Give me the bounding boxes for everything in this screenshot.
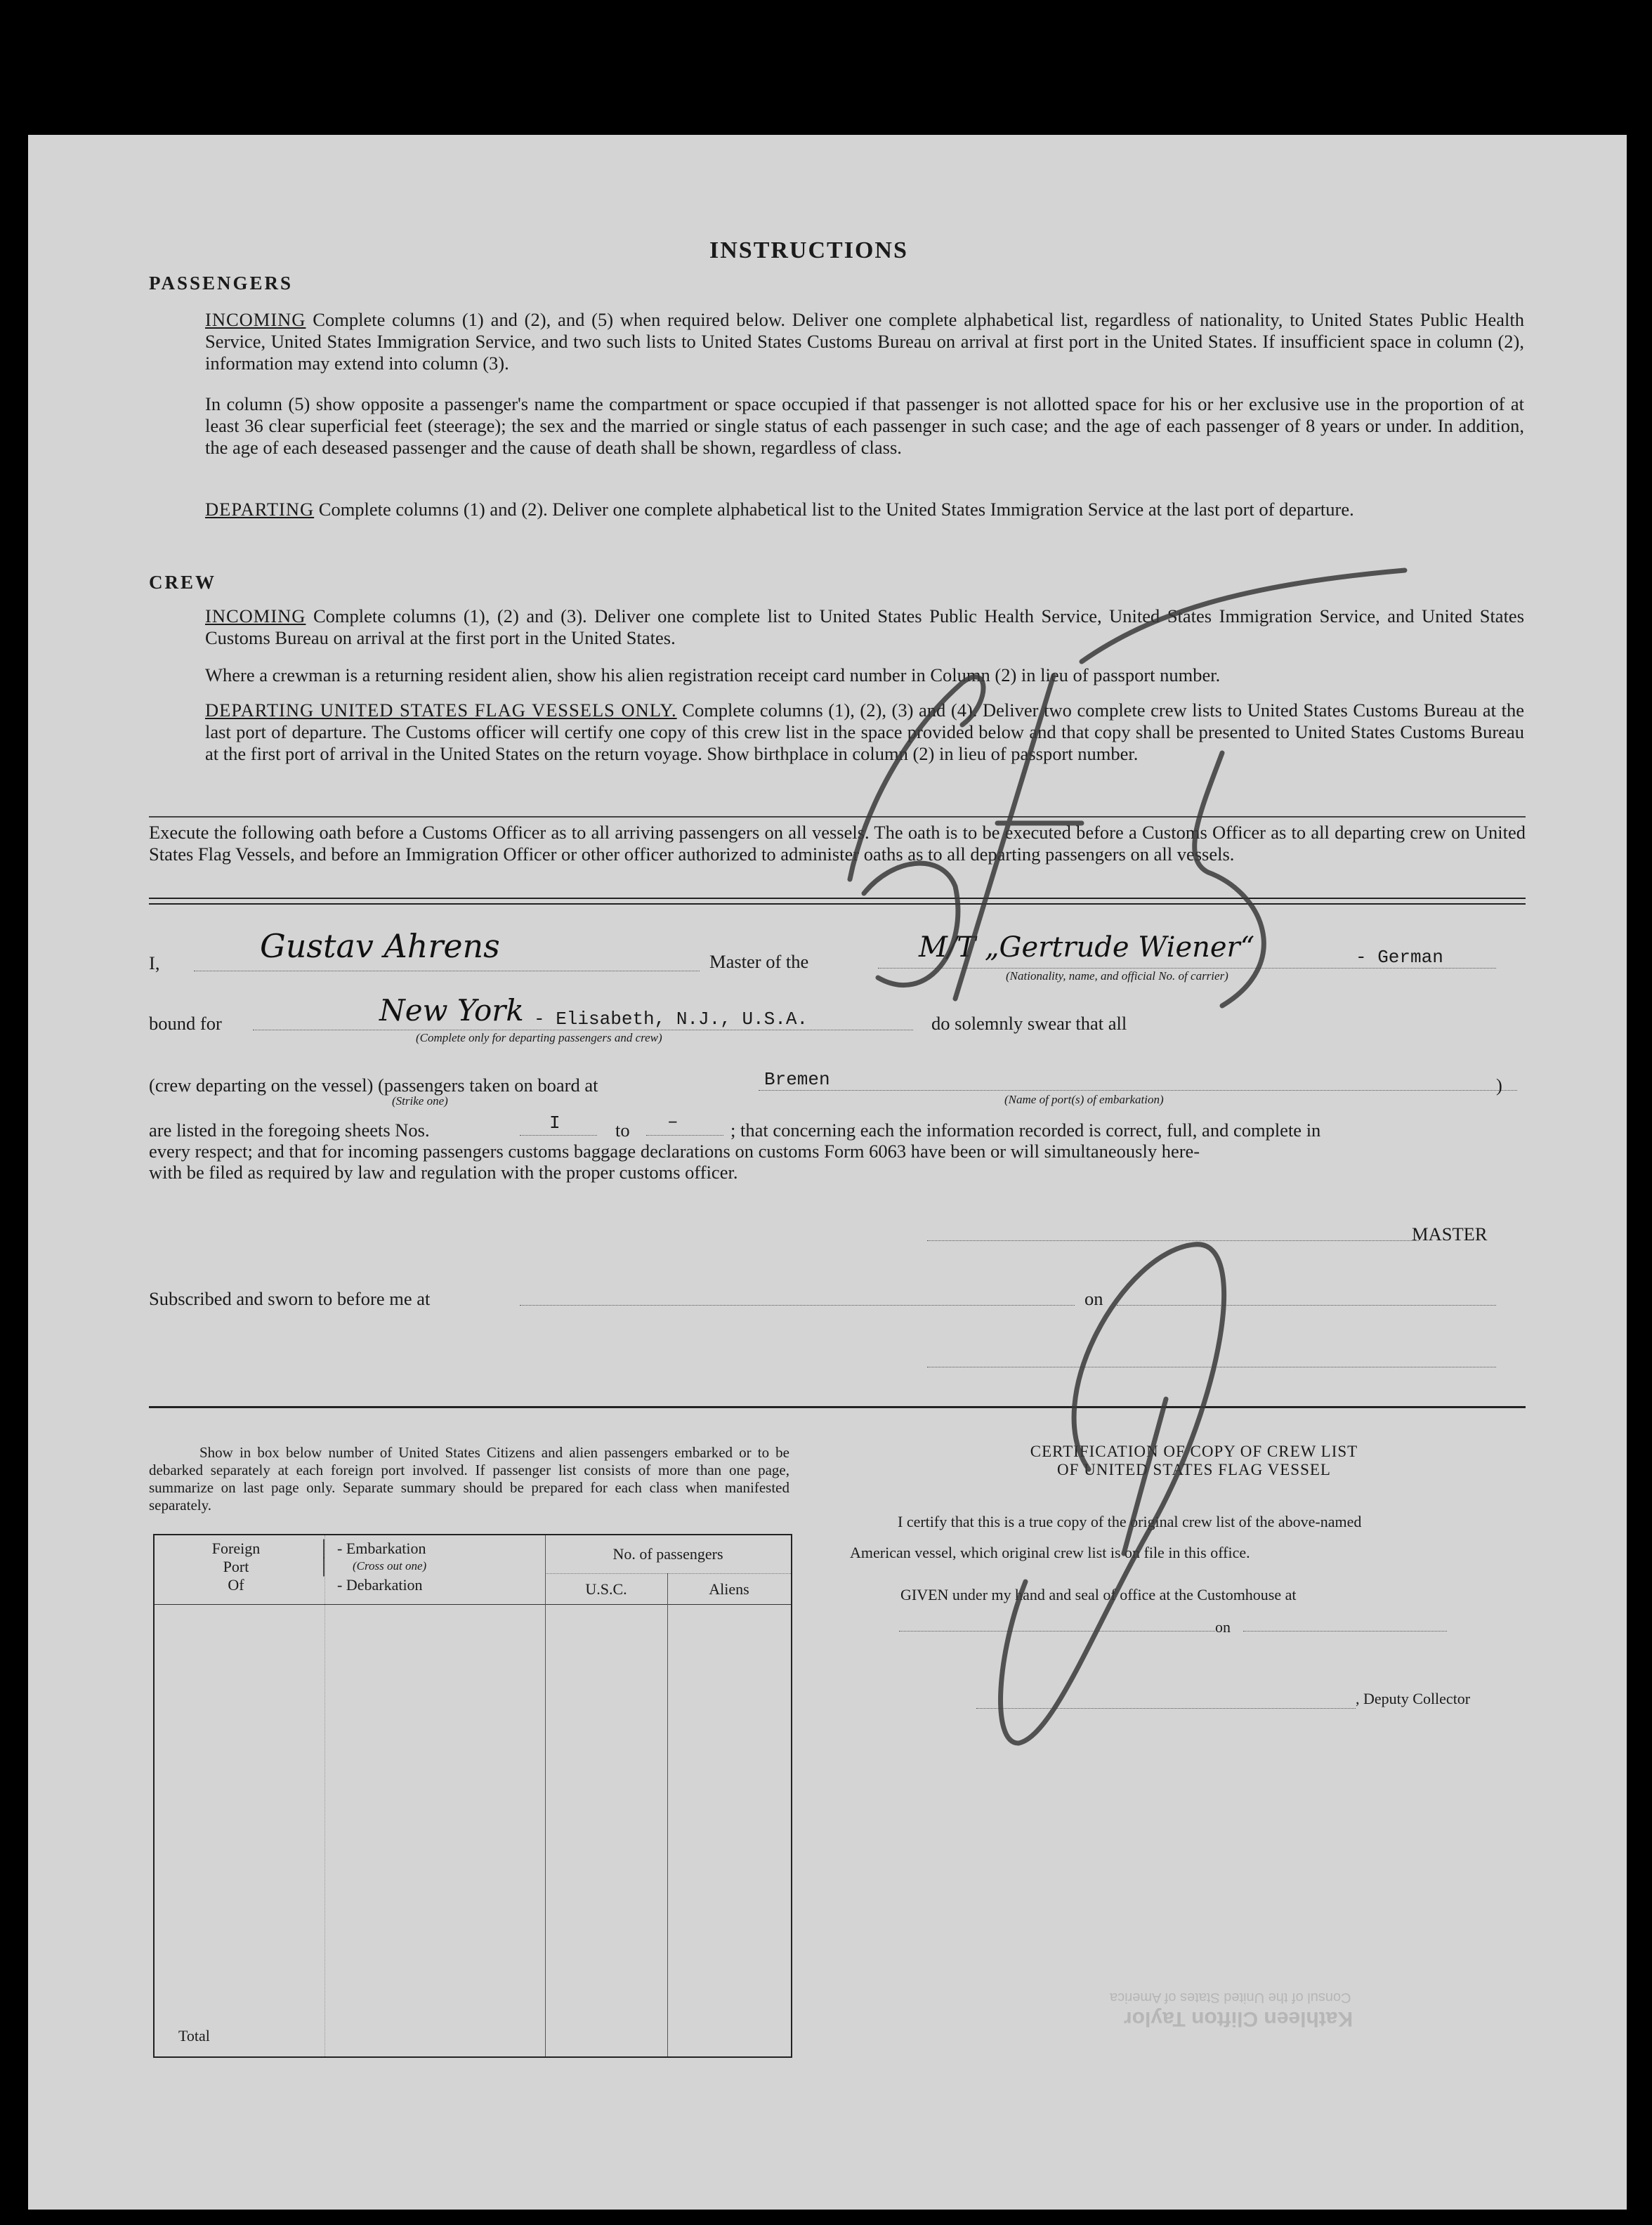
sheet-from: I	[549, 1112, 560, 1134]
summary-header-rule	[155, 1604, 791, 1605]
pencil-stroke-5-bottom	[864, 863, 958, 985]
usc-header: U.S.C.	[585, 1580, 627, 1598]
summary-subheader-rule	[545, 1573, 791, 1574]
pencil-stroke-flourish	[1082, 570, 1405, 662]
summary-intro: Show in box below number of United States Citizens and alien passengers embarked or to be debarked separately at each foreign port involved. If passenger list consists of more than one page, summarize on last page only. Separate summary should be prepared for each class when manifested separately.	[149, 1444, 789, 1514]
crew-departing-text: Complete columns (1), (2), (3) and (4). Deliver two complete crew lists to United States Customs Bureau at the last port of departure. The Customs officer will certify one copy of this crew list in the space provided below and that copy shall be presented to United States Customs Bureau at the first port of arrival in the United States on the return voyage. Show birthplace in column (2) in lieu of passport number.	[205, 700, 1524, 764]
document-page	[28, 135, 1627, 2210]
statement-rest: ; that concerning each the information recorded is correct, full, and complete in	[730, 1120, 1321, 1141]
debarkation-label: - Debarkation	[337, 1576, 423, 1594]
crew-incoming-text: Complete columns (1), (2) and (3). Deliver one complete list to United States Public Health Service, United States Immigration Service, and United States Customs Bureau on arrival at the first port in the United States.	[205, 605, 1525, 648]
sheet-to: –	[667, 1111, 678, 1132]
certify-line-2: American vessel, which original crew list is on file in this office.	[850, 1544, 1250, 1561]
vessel-caption: (Nationality, name, and official No. of carrier)	[1006, 969, 1228, 983]
aliens-header: Aliens	[709, 1580, 749, 1598]
port-header-foreign: Foreign	[211, 1540, 261, 1557]
summary-col-rule-2	[545, 1535, 546, 2056]
listed-label: are listed in the foregoing sheets Nos.	[149, 1120, 430, 1141]
port-header-brace: | |	[322, 1535, 327, 1577]
crew-heading: CREW	[149, 572, 217, 593]
given-line: GIVEN under my hand and seal of office at the Customhouse at	[900, 1586, 1297, 1603]
embarkation-label: - Embarkation	[337, 1540, 426, 1557]
bleed-through-consul-title: Consul of the United States of America	[1110, 1990, 1351, 2005]
passengers-incoming-text: Complete columns (1) and (2), and (5) when required below. Deliver one complete alphabetical list, regardless of nationality, to United States Public Health Service, United States Immigration Service, and two such lists to United States Customs Bureau on arrival at first port in the United States. If insufficient space in column (2), information may extend into column (3).	[205, 309, 1525, 374]
sheet-from-line	[520, 1135, 597, 1136]
to-label: to	[615, 1120, 630, 1141]
statement-line-3: with be filed as required by law and regulation with the proper customs officer.	[149, 1162, 738, 1183]
certification-title-line-1: CERTIFICATION OF COPY OF CREW LIST	[1030, 1443, 1358, 1460]
crew-resident-text: Where a crewman is a returning resident alien, show his alien registration receipt card number in Column (2) in lieu of passport number.	[205, 664, 1221, 685]
total-label: Total	[178, 2027, 210, 2044]
pencil-annotations	[787, 556, 1573, 1750]
pencil-circle-inner-stroke	[1124, 1399, 1166, 1554]
master-label: MASTER	[1412, 1223, 1488, 1245]
oath-intro: Execute the following oath before a Customs Officer as to all arriving passengers on all vessels. The oath is to be executed before a Customs Officer as to all departing crew on United States Flag Vessels, and before an Immigration Officer or other officer authorized to administer oaths as to all departing passengers on all vessels.	[149, 822, 1526, 865]
deputy-collector-label: , Deputy Collector	[1356, 1690, 1471, 1707]
sheet-to-line	[646, 1135, 723, 1136]
master-of-label: Master of the	[709, 951, 809, 972]
statement-line-2: every respect; and that for incoming passengers customs baggage declarations on customs Form 6063 have been or will simultaneously here-	[149, 1141, 1200, 1162]
vessel-name-handwritten: M/T „Gertrude Wiener“	[919, 931, 1255, 964]
subscribed-on-label: on	[1084, 1288, 1103, 1309]
port-header-port: Port	[223, 1558, 249, 1575]
swear-text: do solemnly swear that all	[931, 1013, 1127, 1034]
pencil-stroke-5-second	[1195, 753, 1264, 1006]
vessel-nationality: - German	[1356, 947, 1443, 968]
passengers-incoming-label: INCOMING	[205, 309, 306, 330]
passengers-departing-text: Complete columns (1) and (2). Deliver one complete alphabetical list to the United States Immigration Service at the last port of departure.	[318, 499, 1354, 520]
summary-col-rule-1	[324, 1535, 325, 2056]
cross-out-label: (Cross out one)	[353, 1559, 427, 1573]
bound-handwritten: New York	[379, 993, 524, 1028]
passengers-heading: PASSENGERS	[149, 273, 294, 294]
passengers-column5-text: In column (5) show opposite a passenger's name the compartment or space occupied if that passenger is not allotted space for his or her exclusive use in the proportion of at least 36 clear superficial feet (steerage); the sex and the married or single status of each passenger in such case; and the age of each passenger of 8 years or under. In addition, the age of each deseased passenger and the cause of death shall be shown, regardless of class.	[205, 393, 1524, 458]
port-header-of: Of	[228, 1576, 244, 1594]
port-caption: (Name of port(s) of embarkation)	[1004, 1093, 1164, 1106]
passengers-departing-block	[205, 499, 1524, 520]
master-name-handwritten: Gustav Ahrens	[260, 927, 500, 965]
crew-departing-label: DEPARTING UNITED STATES FLAG VESSELS ONLY.	[205, 700, 677, 721]
subscribed-label: Subscribed and sworn to before me at	[149, 1288, 431, 1309]
no-passengers-header: No. of passengers	[612, 1545, 723, 1563]
passengers-departing-label: DEPARTING	[205, 499, 315, 520]
port-typed: Bremen	[764, 1069, 830, 1090]
bound-typed: - Elisabeth, N.J., U.S.A.	[534, 1009, 808, 1030]
passengers-incoming-block	[205, 309, 1524, 374]
pencil-circle-mark	[1001, 1245, 1224, 1743]
port-close-paren: )	[1496, 1075, 1502, 1096]
bleed-through-consul-name: Kathleen Clifton Taylor	[1124, 2007, 1353, 2030]
certification-on-label: on	[1215, 1618, 1231, 1636]
bound-for-label: bound for	[149, 1013, 222, 1034]
certification-title-line-2: OF UNITED STATES FLAG VESSEL	[1057, 1461, 1331, 1478]
certify-line-1: I certify that this is a true copy of the original crew list of the above-named	[898, 1513, 1362, 1530]
crew-passengers-line: (crew departing on the vessel) (passengers taken on board at	[149, 1075, 598, 1096]
summary-port-header	[155, 1540, 317, 1594]
summary-table	[153, 1534, 792, 2058]
strike-caption: (Strike one)	[392, 1094, 448, 1108]
pencil-stroke-4-diagonal	[955, 676, 1054, 999]
oath-i-label: I,	[149, 952, 160, 973]
summary-col-rule-3	[667, 1573, 668, 2056]
pencil-stroke-5-top	[850, 677, 983, 879]
crew-incoming-label: INCOMING	[205, 605, 306, 626]
bound-caption: (Complete only for departing passengers and crew)	[416, 1031, 662, 1044]
page-title: INSTRUCTIONS	[709, 237, 908, 263]
